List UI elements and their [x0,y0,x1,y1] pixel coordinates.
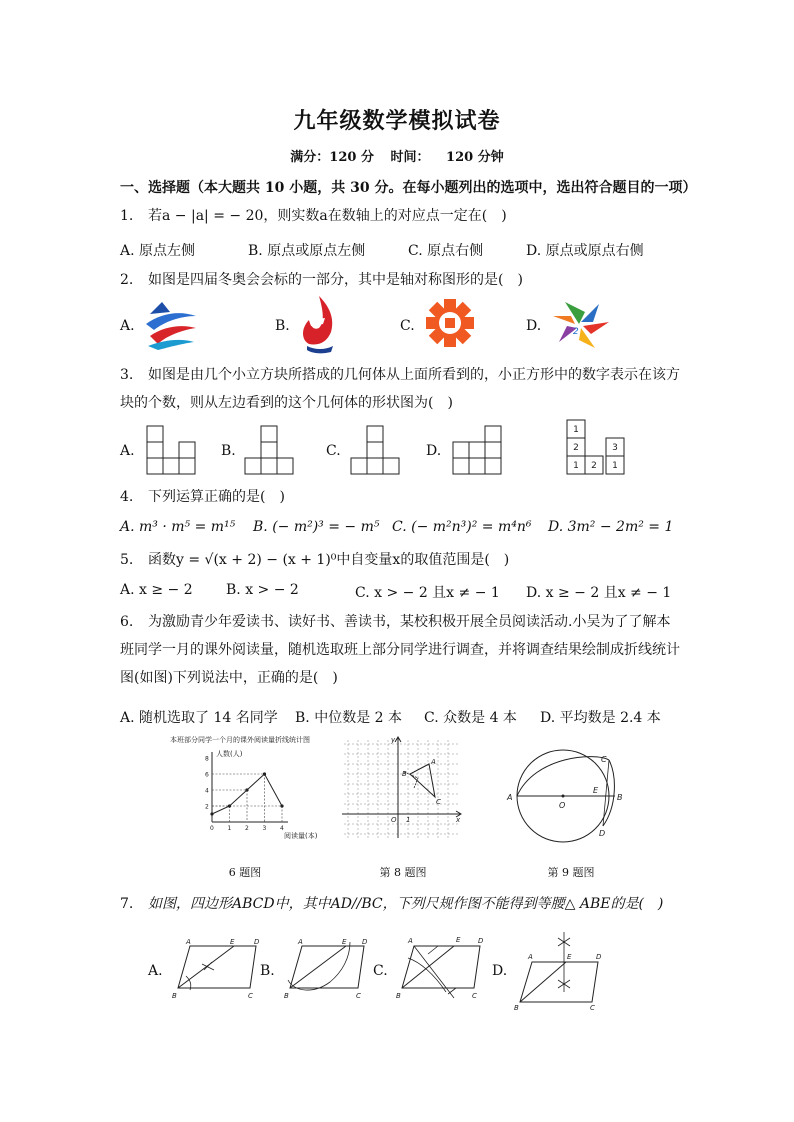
question-number: 7. [120,896,134,912]
vertex-d-label: D [362,938,368,946]
q3-view-b [244,425,296,477]
vertex-b-label: B [172,992,177,1000]
point-e-label: E [593,786,599,795]
q4-option-b: B. (− m²)³ = − m⁵ [253,519,380,535]
question-stem: 下列运算正确的是( ) [148,489,285,505]
winter-olympics-emblem-c [424,297,476,349]
question-3 [120,361,680,417]
q5-option-d: D. x ≥ − 2 且x ≠ − 1 [526,585,672,601]
q7-construction-c [394,932,486,1004]
vertex-c-label: C [472,992,477,1000]
q6-option-d: D. 平均数是 2.4 本 [540,710,661,726]
vertex-c-label: C [356,992,361,1000]
q3-option-c: C. [326,443,341,459]
q1-option-d: D. 原点或原点右侧 [526,243,644,259]
q4-option-d: D. 3m² − 2m² = 1 [548,519,674,535]
full-marks: 满分：120 分 [290,150,374,165]
page-title: 九年级数学模拟试卷 [293,108,501,134]
data-point [280,804,283,807]
vertex-a-label: A [186,938,191,946]
question-2 [120,271,523,289]
vertex-c-label: C [590,1004,595,1012]
vertex-d-label: D [596,953,602,961]
chart-title: 本班部分同学一个月的课外阅读量折线统计图 [170,736,310,744]
q4-option-a: A. m³ · m⁵ = m¹⁵ [120,519,236,535]
figure-9-caption: 第 9 题图 [547,866,595,879]
question-number: 1. [120,208,134,224]
vertex-c-label: C [248,992,253,1000]
question-5 [120,551,509,569]
vertex-b-label: B [396,992,401,1000]
chart-ylabel: 人数(人) [216,750,243,758]
q3-option-b: B. [221,443,236,459]
q6-option-a: A. 随机选取了 14 名同学 [120,710,278,726]
question-stem-line-3: 图(如图)下列说法中，正确的是( ) [120,670,338,686]
winter-olympics-emblem-d [551,298,611,352]
question-6 [120,608,680,692]
question-stem: 如图是四届冬奥会会标的一部分，其中是轴对称图形的是( ) [148,272,523,288]
q1-option-b: B. 原点或原点左侧 [248,243,366,259]
exam-meta [0,146,794,165]
question-number: 5. [120,552,134,568]
vertex-a-label: A [298,938,303,946]
y-tick-label: 4 [205,787,209,795]
q5-option-a: A. x ≥ − 2 [120,582,193,598]
winter-olympics-emblem-a [140,296,200,352]
point-a-label: A [507,793,513,802]
q3-view-a [146,425,198,477]
question-stem-line-1: 为激励青少年爱读书、读好书、善读书，某校积极开展全员阅读活动.小吴为了了解本 [148,614,671,630]
vertex-e-label: E [567,953,572,961]
q2-option-c: C. [400,318,415,334]
reading-line-chart [168,732,358,844]
vertex-d-label: D [254,938,260,946]
y-tick-label: 8 [205,755,209,763]
q5-option-b: B. x > − 2 [226,582,299,598]
question-stem-line-1: 如图是由几个小立方块所搭成的几何体从上面所看到的，小正方形中的数字表示在该方 [148,367,680,383]
question-7 [120,895,663,913]
grid-number-hidden: 1 [591,443,597,453]
q7-construction-d [512,928,604,1012]
x-tick-label: 0 [210,825,214,832]
y-axis-label: y [391,736,396,744]
vertex-e-label: E [456,936,461,944]
question-stem-line-2: 块的个数，则从左边看到的这个几何体的形状图为( ) [120,395,453,411]
q7-option-c: C. [373,963,388,979]
q6-option-b: B. 中位数是 2 本 [295,710,402,726]
question-stem: 函数y = √(x + 2) − (x + 1)⁰中自变量x的取值范围是( ) [148,552,510,568]
point-c-label: C [436,798,441,806]
grid-number: 2 [591,461,597,471]
x-tick-label: 1 [227,825,232,832]
circle-figure [505,746,629,852]
x-axis-label: x [456,816,461,824]
vertex-e-label: E [230,938,235,946]
q2-option-a: A. [120,318,135,334]
grid-number: 3 [612,443,618,453]
q2-option-b: B. [275,318,290,334]
question-number: 4. [120,489,134,505]
point-b-label: B [402,770,407,778]
winter-olympics-emblem-b [295,294,343,354]
question-stem-line-2: 班同学一月的课外阅读量，随机选取班上部分同学进行调查，并将调查结果绘制成折线统计 [120,642,680,658]
point-d-label: D [599,829,606,838]
q6-option-c: C. 众数是 4 本 [424,710,517,726]
q3-option-d: D. [426,443,442,459]
vertex-d-label: D [478,937,484,945]
point-b-label: B [617,793,623,802]
unit-label: 1 [406,816,411,824]
data-point [228,804,231,807]
q7-option-b: B. [260,963,275,979]
vertex-b-label: B [514,1004,519,1012]
data-point [210,812,213,815]
vertex-a-label: A [528,953,533,961]
point-a-label: A [431,758,436,766]
question-number: 2. [120,272,134,288]
question-stem: 如图，四边形ABCD中，其中AD//BC，下列尺规作图不能得到等腰△ ABE的是( ) [148,896,664,912]
vertex-b-label: B [284,992,289,1000]
point-c-label: C [601,755,607,764]
q4-option-c: C. (− m²n³)² = m⁴n⁶ [392,519,532,535]
data-point [245,788,248,791]
origin-label: O [391,816,397,824]
y-tick-label: 2 [205,803,209,811]
q3-view-d [452,425,506,477]
q3-view-c [350,425,404,477]
grid-number: 2 [573,443,579,453]
q2-option-d: D. [526,318,542,334]
question-1 [120,207,507,225]
vertex-a-label: A [408,937,413,945]
time-label: 时间： [390,150,430,165]
q7-construction-b [280,936,370,1004]
svg-text:2: 2 [573,327,579,337]
grid-number: 1 [573,425,579,435]
question-stem: 若a − |a| = − 20，则实数a在数轴上的对应点一定在( ) [148,208,507,224]
q3-top-view-grid [566,419,628,475]
figure-6-caption: 6 题图 [228,866,262,879]
y-tick-label: 6 [205,771,209,779]
question-number: 6. [120,614,134,630]
q1-option-a: A. 原点左侧 [120,243,196,259]
data-point [263,772,266,775]
q3-option-a: A. [120,443,135,459]
x-tick-label: 4 [280,825,284,832]
x-tick-label: 2 [245,825,249,832]
center-o-label: O [559,801,566,810]
q7-construction-a [168,936,264,1004]
vertex-e-label: E [342,938,347,946]
q1-option-c: C. 原点右侧 [408,243,484,259]
time-value: 120 分钟 [446,150,504,165]
q7-option-a: A. [148,963,163,979]
question-4 [120,488,285,506]
figure-8-caption: 第 8 题图 [379,866,427,879]
q5-option-c: C. x > − 2 且x ≠ − 1 [355,585,500,601]
chart-xlabel: 阅读量(本) [284,832,318,840]
q7-option-d: D. [492,963,508,979]
coordinate-grid-figure [338,734,466,844]
x-tick-label: 3 [262,825,267,832]
section-heading: 一、选择题（本大题共 10 小题，共 30 分。在每小题列出的选项中，选出符合题目的一项） [120,180,697,196]
grid-number: 1 [612,461,618,471]
grid-number: 1 [573,461,579,471]
question-number: 3. [120,367,134,383]
